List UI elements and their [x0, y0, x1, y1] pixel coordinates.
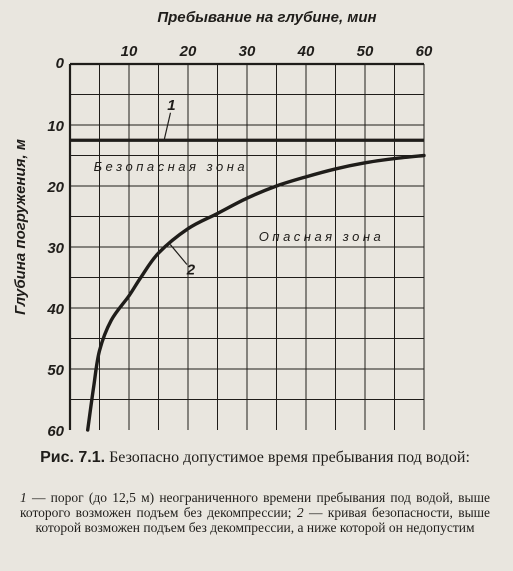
safe-zone-label: Безопасная зона — [93, 158, 249, 174]
y-tick-label: 10 — [47, 118, 64, 135]
legend-item-2-number: 2 — [296, 505, 304, 520]
safety-curve-2 — [88, 156, 424, 431]
x-tick-label: 40 — [297, 43, 315, 60]
y-axis-title: Глубина погружения, м — [12, 139, 29, 315]
legend-item-2-text: — кривая безопасности, выше которой возможен подъем без декомпрессии, а ниже которой он недопустим — [35, 505, 491, 535]
y-tick-label: 30 — [47, 240, 64, 257]
figure-legend — [20, 490, 490, 535]
danger-zone-label: Опасная зона — [258, 228, 385, 244]
x-tick-label: 50 — [356, 43, 374, 60]
y-tick-label: 20 — [47, 179, 64, 196]
x-tick-label: 10 — [120, 43, 138, 60]
series-2-label: 2 — [186, 261, 196, 279]
legend-item-1-number: 1 — [20, 490, 27, 505]
y-tick-label: 50 — [47, 362, 64, 379]
y-tick-label: 0 — [55, 55, 64, 72]
y-tick-label: 40 — [47, 301, 64, 318]
figure-label: Рис. 7.1. — [40, 449, 106, 466]
x-tick-label: 30 — [238, 43, 256, 60]
figure-caption — [20, 449, 490, 467]
x-tick-label: 60 — [415, 43, 433, 60]
legend-item-1-text: — порог (до 12,5 м) неограниченного времени пребывания под водой, выше которого возможен подъем без декомпрессии; — [20, 490, 491, 520]
y-tick-label: 60 — [47, 423, 64, 440]
series-1-label: 1 — [167, 96, 176, 114]
series-2-leader — [170, 245, 187, 265]
figure-caption-text: Безопасно допустимое время пребывания под водой: — [109, 449, 470, 466]
series-1-leader — [164, 113, 170, 139]
x-tick-label: 20 — [179, 43, 197, 60]
x-axis-title: Пребывание на глубине, мин — [157, 9, 377, 26]
